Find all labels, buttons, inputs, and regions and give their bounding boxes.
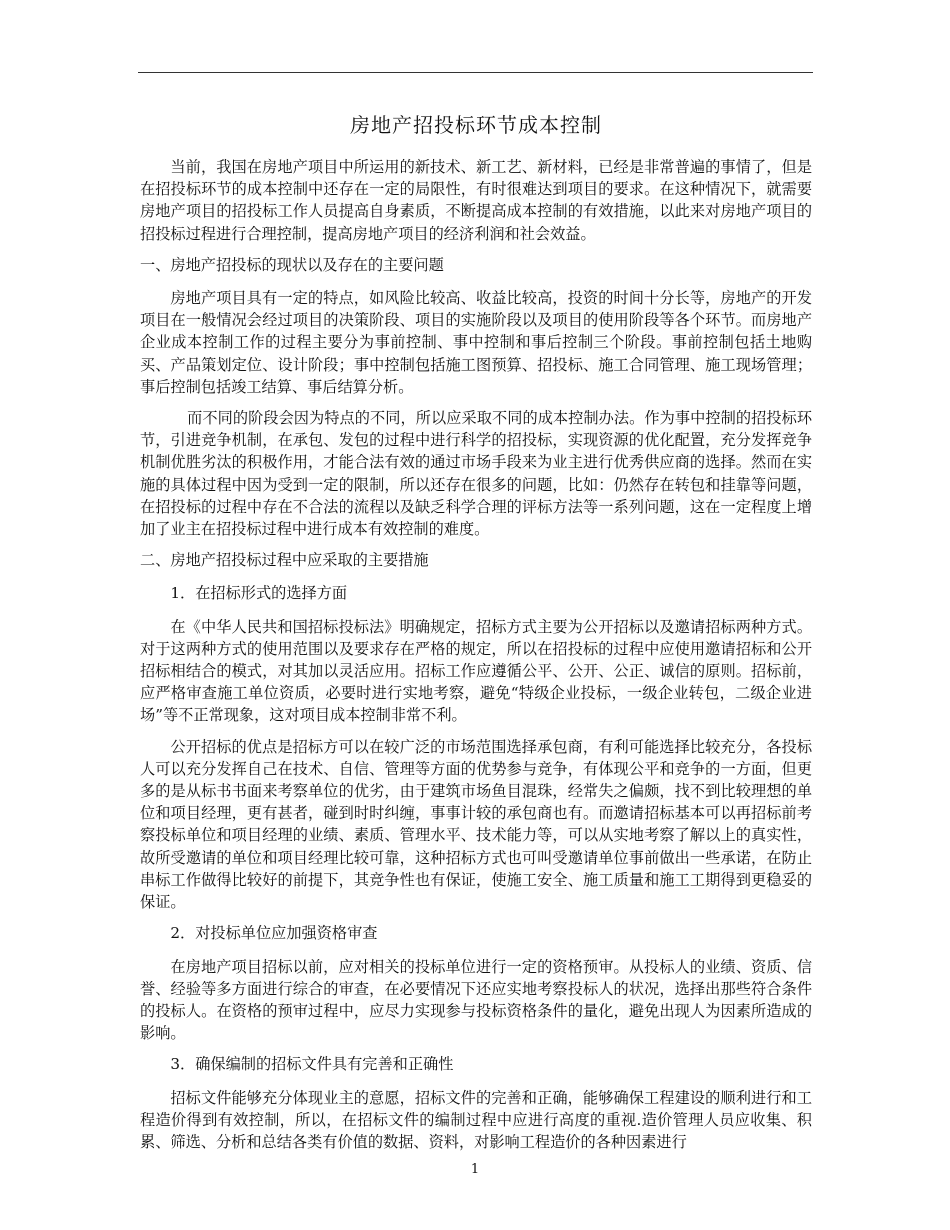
subsection-1-heading: 1．在招标形式的选择方面 [170,584,348,603]
subsection-1-paragraph-2: 公开招标的优点是招标方可以在较广泛的市场范围选择承包商，有利可能选择比较充分，各投标人可以充分发挥自己在技术、自信、管理等方面的优势参与竞争，有体现公平和竞争的一方面，但更多的是从标书书面来考察单位的优劣，由于建筑市场鱼目混珠，经常失之偏颇，找不到比较理想的单位和项目经理，更有甚者，碰到时时纠缠，事事计较的承包商也有。而邀请招标基本可以再招标前考察投标单位和项目经理的业绩、素质、管理水平、技术能力等，可以从实地考察了解以上的真实性，故所受邀请的单位和项目经理比较可靠，这种招标方式也可叫受邀请单位事前做出一些承诺，在防止串标工作做得比较好的前提下，其竞争性也有保证，使施工安全、施工质量和施工工期得到更稳妥的保证。 [140,737,812,912]
document-title: 房地产招投标环节成本控制 [350,113,602,137]
subsection-2-paragraph-1: 在房地产项目招标以前，应对相关的投标单位进行一定的资格预审。从投标人的业绩、资质、信誉、经验等多方面进行综合的审查，在必要情况下还应实地考察投标人的状况，选择出那些符合条件的投标人。在资格的预审过程中，应尽力实现参与投标资格条件的量化，避免出现人为因素所造成的影响。 [140,957,812,1043]
page-number: 1 [470,1162,480,1177]
section-1-paragraph-1: 房地产项目具有一定的特点，如风险比较高、收益比较高，投资的时间十分长等，房地产的开发项目在一般情况会经过项目的决策阶段、项目的实施阶段以及项目的使用阶段等各个环节。而房地产企业成本控制工作的过程主要分为事前控制、事中控制和事后控制三个阶段。事前控制包括土地购买、产品策划定位、设计阶段；事中控制包括施工图预算、招投标、施工合同管理、施工现场管理；事后控制包括竣工结算、事后结算分析。 [140,289,812,396]
subsection-1-paragraph-1: 在《中华人民共和国招标投标法》明确规定，招标方式主要为公开招标以及邀请招标两种方式。对于这两种方式的使用范围以及要求存在严格的规定，所以在招投标的过程中应使用邀请招标和公开招标相结合的模式，对其加以灵活应用。招标工作应遵循公平、公开、公正、诚信的原则。招标前，应严格审查施工单位资质，必要时进行实地考察，避免“特级企业投标，一级企业转包，二级企业进场”等不正常现象，这对项目成本控制非常不利。 [140,617,812,725]
subsection-3-heading: 3．确保编制的招标文件具有完善和正确性 [170,1055,454,1074]
document-body [140,112,812,1162]
section-1-paragraph-2: 而不同的阶段会因为特点的不同，所以应采取不同的成本控制办法。作为事中控制的招投标环节，引进竞争机制，在承包、发包的过程中进行科学的招投标，实现资源的优化配置，充分发挥竞争机制优胜劣汰的积极作用，才能合法有效的通过市场手段来为业主进行优秀供应商的选择。然而在实施的具体过程中因为受到一定的限制，所以还存在很多的问题，比如：仍然存在转包和挂靠等问题，在招投标的过程中存在不合法的流程以及缺乏科学合理的评标方法等一系列问题，这在一定程度上增加了业主在招投标过程中进行成本有效控制的难度。 [140,409,812,539]
section-2-heading: 二、房地产招投标过程中应采取的主要措施 [140,551,429,570]
header-rule [138,72,813,73]
section-1-heading: 一、房地产招投标的现状以及存在的主要问题 [140,255,444,274]
subsection-3-paragraph-1: 招标文件能够充分体现业主的意愿，招标文件的完善和正确，能够确保工程建设的顺利进行和工程造价得到有效控制，所以，在招标文件的编制过程中应进行高度的重视.造价管理人员应收集、积累、筛选、分析和总结各类有价值的数据、资料，对影响工程造价的各种因素进行 [140,1088,812,1151]
intro-paragraph: 当前，我国在房地产项目中所运用的新技术、新工艺、新材料，已经是非常普遍的事情了，但是在招投标环节的成本控制中还存在一定的局限性，有时很难达到项目的要求。在这种情况下，就需要房地产项目的招投标工作人员提高自身素质，不断提高成本控制的有效措施，以此来对房地产项目的招投标过程进行合理控制，提高房地产项目的经济利润和社会效益。 [140,158,812,243]
subsection-2-heading: 2．对投标单位应加强资格审查 [170,924,378,943]
